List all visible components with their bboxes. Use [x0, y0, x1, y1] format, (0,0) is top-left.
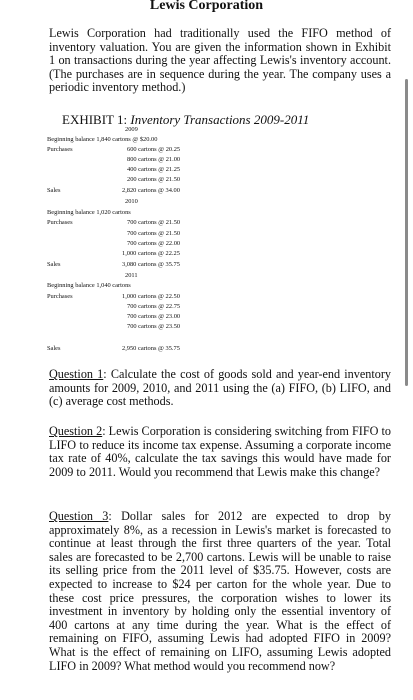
purchases-label-2009: Purchases: [47, 146, 73, 153]
purchases-label-2010: Purchases: [47, 219, 73, 226]
inventory-transactions-table: [47, 126, 347, 459]
question-2-text: : Lewis Corporation is considering switching from FIFO to LIFO to reduce its income tax expense. Assuming a corporate income tax rate of 40%, calculate the tax savings this would have made for 2009 to 2011. Would you recommend that Lewis make this change?: [49, 424, 391, 479]
year-heading-2011: 2011: [125, 272, 138, 279]
purchase-line: 700 cartons @ 23.00: [127, 313, 181, 320]
exhibit-label: EXHIBIT 1:: [62, 112, 128, 127]
question-2: [49, 425, 391, 479]
beginning-balance-2010: Beginning balance 1,020 cartons: [47, 209, 131, 216]
purchase-line: 700 cartons @ 21.50: [127, 219, 181, 226]
question-3-text: : Dollar sales for 2012 are expected to drop by approximately 8%, as a recession in Lewis's market is forecasted to continue at least through the first three quarters of the year. Total sales are forecasted to be 2,700 cartons. Lewis will be unable to raise its selling price from the 2011 level of $35.75. However, costs are expected to increase to $24 per carton for the whole year. Due to these cost price pressures, the corporation wishes to lower its investment in inventory by holding only the essential inventory of 400 cartons at any time during the year. What is the effect of remaining on FIFO, assuming Lewis had adopted FIFO in 2009? What is the effect of remaining on LIFO, assuming Lewis adopted LIFO in 2009? What method would you recommend now?: [49, 509, 391, 673]
document-title: Lewis Corporation: [149, 0, 264, 13]
question-2-label: Question 2: [49, 424, 103, 438]
purchase-line: 800 cartons @ 21.00: [127, 156, 181, 163]
purchase-line: 700 cartons @ 23.50: [127, 323, 181, 330]
beginning-balance-2009: Beginning balance 1,840 cartons @ $20.00: [47, 136, 158, 143]
sales-line-2011: 2,950 cartons @ 35.75: [122, 345, 180, 352]
year-heading-2009: 2009: [125, 126, 138, 133]
purchase-line: 1,000 cartons @ 22.50: [122, 293, 180, 300]
sales-line-2009: 2,820 cartons @ 34.00: [122, 187, 180, 194]
question-1-text: : Calculate the cost of goods sold and year-end inventory amounts for 2009, 2010, and 2011 using the (a) FIFO, (b) LIFO, and (c) average cost methods.: [49, 367, 392, 409]
purchase-line: 700 cartons @ 22.75: [127, 303, 181, 310]
question-3-label: Question 3: [49, 509, 109, 523]
question-3: [49, 510, 391, 673]
purchase-line: 600 cartons @ 20.25: [127, 146, 181, 153]
purchase-line: 1,000 cartons @ 22.25: [122, 250, 180, 257]
question-1-label: Question 1: [49, 367, 104, 381]
purchases-label-2011: Purchases: [47, 293, 73, 300]
sales-label-2009: Sales: [47, 187, 61, 194]
intro-paragraph: Lewis Corporation had traditionally used the FIFO method of inventory valuation. You are given the information shown in Exhibit 1 on transactions during the year affecting Lewis's inventory account. (The purchases are in sequence during the year. The company uses a periodic inventory method.): [49, 26, 391, 95]
sales-label-2011: Sales: [47, 345, 61, 352]
vertical-scrollbar[interactable]: [405, 79, 408, 386]
year-heading-2010: 2010: [125, 198, 138, 205]
purchase-line: 700 cartons @ 22.00: [127, 240, 181, 247]
sales-line-2010: 3,080 cartons @ 35.75: [122, 261, 180, 268]
beginning-balance-2011: Beginning balance 1,040 cartons: [47, 282, 131, 289]
question-1: [49, 368, 391, 409]
purchase-line: 700 cartons @ 21.50: [127, 230, 181, 237]
exhibit-heading: Inventory Transactions 2009-2011: [130, 112, 310, 127]
purchase-line: 200 cartons @ 21.50: [127, 176, 181, 183]
purchase-line: 400 cartons @ 21.25: [127, 166, 181, 173]
sales-label-2010: Sales: [47, 261, 61, 268]
